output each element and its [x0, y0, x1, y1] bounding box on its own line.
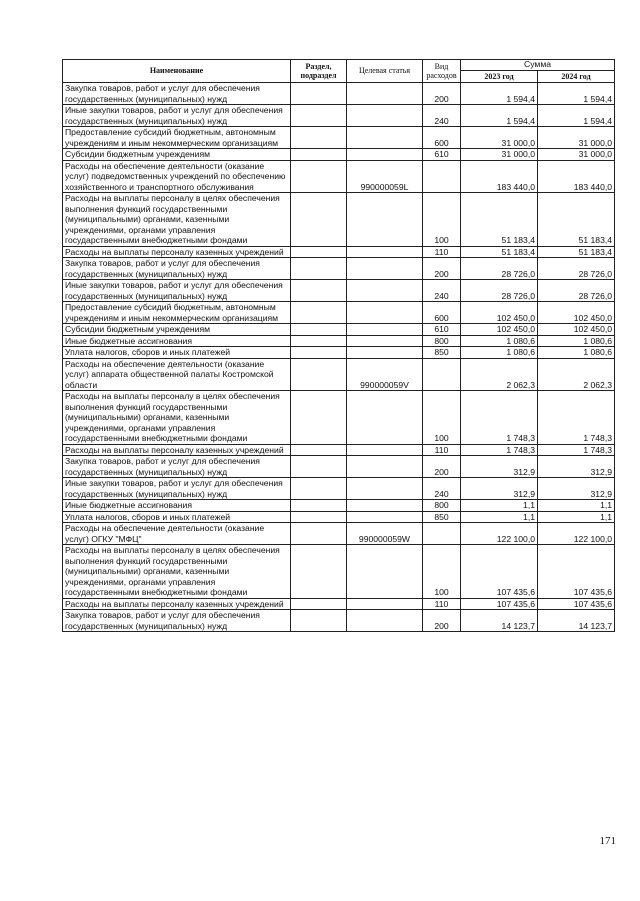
row-name: Иные закупки товаров, работ и услуг для обеспечения государственных (муниципальных) нужд [63, 105, 291, 127]
row-kind [423, 523, 461, 545]
table-row [63, 246, 615, 258]
row-sum-2023: 312,9 [461, 456, 538, 478]
table-row [63, 149, 615, 161]
row-kind: 200 [423, 456, 461, 478]
row-kind: 200 [423, 610, 461, 632]
row-sum-2023: 312,9 [461, 478, 538, 500]
row-sum-2023: 1 080,6 [461, 335, 538, 347]
row-sum-2024: 1 748,3 [538, 444, 615, 456]
row-sum-2024: 312,9 [538, 478, 615, 500]
row-name: Иные закупки товаров, работ и услуг для обеспечения государственных (муниципальных) нужд [63, 280, 291, 302]
row-sum-2023: 28 726,0 [461, 280, 538, 302]
row-name: Закупка товаров, работ и услуг для обеспечения государственных (муниципальных) нужд [63, 83, 291, 105]
row-kind: 100 [423, 391, 461, 445]
row-target [347, 324, 423, 336]
table-row [63, 478, 615, 500]
budget-document [62, 59, 614, 632]
row-name: Закупка товаров, работ и услуг для обеспечения государственных (муниципальных) нужд [63, 456, 291, 478]
row-target [347, 83, 423, 105]
row-target [347, 258, 423, 280]
row-target: 990000059L [347, 160, 423, 193]
row-name: Расходы на выплаты персоналу казенных учреждений [63, 598, 291, 610]
row-sum-2024: 1 748,3 [538, 391, 615, 445]
row-name: Закупка товаров, работ и услуг для обеспечения государственных (муниципальных) нужд [63, 258, 291, 280]
table-row [63, 335, 615, 347]
row-name: Расходы на выплаты персоналу казенных учреждений [63, 246, 291, 258]
row-section [291, 324, 347, 336]
row-section [291, 258, 347, 280]
row-section [291, 598, 347, 610]
row-sum-2024: 28 726,0 [538, 258, 615, 280]
row-sum-2024: 1,1 [538, 500, 615, 512]
row-name: Расходы на выплаты персоналу в целях обеспечения выполнения функций государственными (муниципальными) органами, казенными учреждениями, органами управления государственными внебюджетными фондами [63, 545, 291, 599]
row-section [291, 160, 347, 193]
row-sum-2023: 1 594,4 [461, 83, 538, 105]
row-section [291, 391, 347, 445]
row-sum-2024: 14 123,7 [538, 610, 615, 632]
table-row [63, 160, 615, 193]
header-section: Раздел, подраздел [291, 60, 347, 83]
table-row [63, 523, 615, 545]
row-target [347, 391, 423, 445]
row-target [347, 444, 423, 456]
row-sum-2024: 102 450,0 [538, 302, 615, 324]
row-kind: 600 [423, 127, 461, 149]
row-kind: 200 [423, 258, 461, 280]
table-row [63, 347, 615, 359]
row-section [291, 302, 347, 324]
table-row [63, 511, 615, 523]
row-sum-2024: 312,9 [538, 456, 615, 478]
row-target [347, 500, 423, 512]
row-sum-2024: 183 440,0 [538, 160, 615, 193]
row-section [291, 149, 347, 161]
row-target [347, 610, 423, 632]
table-row [63, 500, 615, 512]
row-target: 990000059W [347, 523, 423, 545]
row-sum-2024: 107 435,6 [538, 598, 615, 610]
header-2023: 2023 год [461, 71, 538, 83]
row-kind: 110 [423, 444, 461, 456]
row-target [347, 335, 423, 347]
row-kind [423, 160, 461, 193]
row-section [291, 444, 347, 456]
row-section [291, 335, 347, 347]
row-name: Уплата налогов, сборов и иных платежей [63, 347, 291, 359]
page-number: 171 [599, 835, 616, 847]
row-sum-2023: 102 450,0 [461, 302, 538, 324]
row-sum-2023: 1,1 [461, 500, 538, 512]
row-kind: 610 [423, 149, 461, 161]
row-section [291, 545, 347, 599]
row-sum-2023: 51 183,4 [461, 246, 538, 258]
table-row [63, 324, 615, 336]
row-sum-2023: 107 435,6 [461, 545, 538, 599]
row-sum-2024: 1 594,4 [538, 83, 615, 105]
row-kind: 200 [423, 83, 461, 105]
row-sum-2023: 102 450,0 [461, 324, 538, 336]
table-row [63, 391, 615, 445]
row-sum-2023: 2 062,3 [461, 358, 538, 391]
row-name: Расходы на обеспечение деятельности (оказание услуг) подведомственных учреждений по обеспечению хозяйственного и транспортного обслуживания [63, 160, 291, 193]
row-name: Уплата налогов, сборов и иных платежей [63, 511, 291, 523]
row-kind: 800 [423, 335, 461, 347]
row-section [291, 456, 347, 478]
row-name: Субсидии бюджетным учреждениям [63, 324, 291, 336]
row-sum-2023: 1 748,3 [461, 391, 538, 445]
row-name: Расходы на обеспечение деятельности (оказание услуг) ОГКУ "МФЦ" [63, 523, 291, 545]
row-target: 990000059V [347, 358, 423, 391]
row-section [291, 511, 347, 523]
row-sum-2023: 1 748,3 [461, 444, 538, 456]
row-kind: 850 [423, 511, 461, 523]
row-target [347, 478, 423, 500]
row-name: Закупка товаров, работ и услуг для обеспечения государственных (муниципальных) нужд [63, 610, 291, 632]
row-target [347, 193, 423, 247]
row-name: Расходы на обеспечение деятельности (оказание услуг) аппарата общественной палаты Костромской области [63, 358, 291, 391]
row-target [347, 105, 423, 127]
header-name: Наименование [63, 60, 291, 83]
row-sum-2024: 1 080,6 [538, 335, 615, 347]
row-kind [423, 358, 461, 391]
row-sum-2024: 1 080,6 [538, 347, 615, 359]
row-kind: 600 [423, 302, 461, 324]
row-sum-2024: 31 000,0 [538, 149, 615, 161]
row-sum-2023: 107 435,6 [461, 598, 538, 610]
row-section [291, 347, 347, 359]
row-sum-2023: 1 594,4 [461, 105, 538, 127]
row-section [291, 610, 347, 632]
row-kind: 850 [423, 347, 461, 359]
table-row [63, 610, 615, 632]
row-section [291, 246, 347, 258]
row-section [291, 500, 347, 512]
table-row [63, 83, 615, 105]
table-row [63, 105, 615, 127]
row-name: Расходы на выплаты персоналу в целях обеспечения выполнения функций государственными (муниципальными) органами, казенными учреждениями, органами управления государственными внебюджетными фондами [63, 391, 291, 445]
row-kind: 110 [423, 246, 461, 258]
header-target: Целевая статья [347, 60, 423, 83]
table-row [63, 127, 615, 149]
row-kind: 100 [423, 193, 461, 247]
row-section [291, 105, 347, 127]
row-sum-2024: 102 450,0 [538, 324, 615, 336]
row-kind: 240 [423, 280, 461, 302]
row-sum-2024: 2 062,3 [538, 358, 615, 391]
row-kind: 110 [423, 598, 461, 610]
table-row [63, 302, 615, 324]
header-sum: Сумма [461, 60, 615, 71]
row-target [347, 280, 423, 302]
row-sum-2024: 31 000,0 [538, 127, 615, 149]
row-target [347, 347, 423, 359]
table-row [63, 545, 615, 599]
table-row [63, 456, 615, 478]
row-sum-2023: 51 183,4 [461, 193, 538, 247]
row-name: Субсидии бюджетным учреждениям [63, 149, 291, 161]
row-name: Иные закупки товаров, работ и услуг для обеспечения государственных (муниципальных) нужд [63, 478, 291, 500]
row-name: Предоставление субсидий бюджетным, автономным учреждениям и иным некоммерческим организациям [63, 302, 291, 324]
row-name: Расходы на выплаты персоналу в целях обеспечения выполнения функций государственными (муниципальными) органами, казенными учреждениями, органами управления государственными внебюджетными фондами [63, 193, 291, 247]
table-row [63, 358, 615, 391]
row-sum-2023: 1,1 [461, 511, 538, 523]
row-kind: 610 [423, 324, 461, 336]
row-target [347, 511, 423, 523]
row-sum-2024: 122 100,0 [538, 523, 615, 545]
row-target [347, 246, 423, 258]
row-section [291, 523, 347, 545]
row-section [291, 358, 347, 391]
row-section [291, 83, 347, 105]
row-sum-2023: 31 000,0 [461, 127, 538, 149]
row-name: Иные бюджетные ассигнования [63, 335, 291, 347]
row-sum-2024: 28 726,0 [538, 280, 615, 302]
row-sum-2024: 1,1 [538, 511, 615, 523]
row-name: Предоставление субсидий бюджетным, автономным учреждениям и иным некоммерческим организациям [63, 127, 291, 149]
row-sum-2024: 107 435,6 [538, 545, 615, 599]
row-sum-2023: 183 440,0 [461, 160, 538, 193]
header-kind: Вид расходов [423, 60, 461, 83]
row-sum-2023: 28 726,0 [461, 258, 538, 280]
row-sum-2023: 31 000,0 [461, 149, 538, 161]
row-sum-2024: 51 183,4 [538, 193, 615, 247]
row-sum-2023: 1 080,6 [461, 347, 538, 359]
row-section [291, 193, 347, 247]
row-sum-2024: 1 594,4 [538, 105, 615, 127]
row-sum-2024: 51 183,4 [538, 246, 615, 258]
row-target [347, 127, 423, 149]
row-kind: 240 [423, 105, 461, 127]
table-body [63, 83, 615, 632]
row-target [347, 545, 423, 599]
row-sum-2023: 14 123,7 [461, 610, 538, 632]
header-2024: 2024 год [538, 71, 615, 83]
budget-table [62, 59, 615, 632]
row-section [291, 280, 347, 302]
row-section [291, 127, 347, 149]
row-kind: 100 [423, 545, 461, 599]
table-row [63, 193, 615, 247]
table-row [63, 258, 615, 280]
row-target [347, 456, 423, 478]
row-name: Расходы на выплаты персоналу казенных учреждений [63, 444, 291, 456]
row-name: Иные бюджетные ассигнования [63, 500, 291, 512]
row-sum-2023: 122 100,0 [461, 523, 538, 545]
table-row [63, 280, 615, 302]
table-row [63, 598, 615, 610]
row-target [347, 598, 423, 610]
row-target [347, 302, 423, 324]
row-kind: 240 [423, 478, 461, 500]
row-kind: 800 [423, 500, 461, 512]
row-section [291, 478, 347, 500]
table-row [63, 444, 615, 456]
row-target [347, 149, 423, 161]
